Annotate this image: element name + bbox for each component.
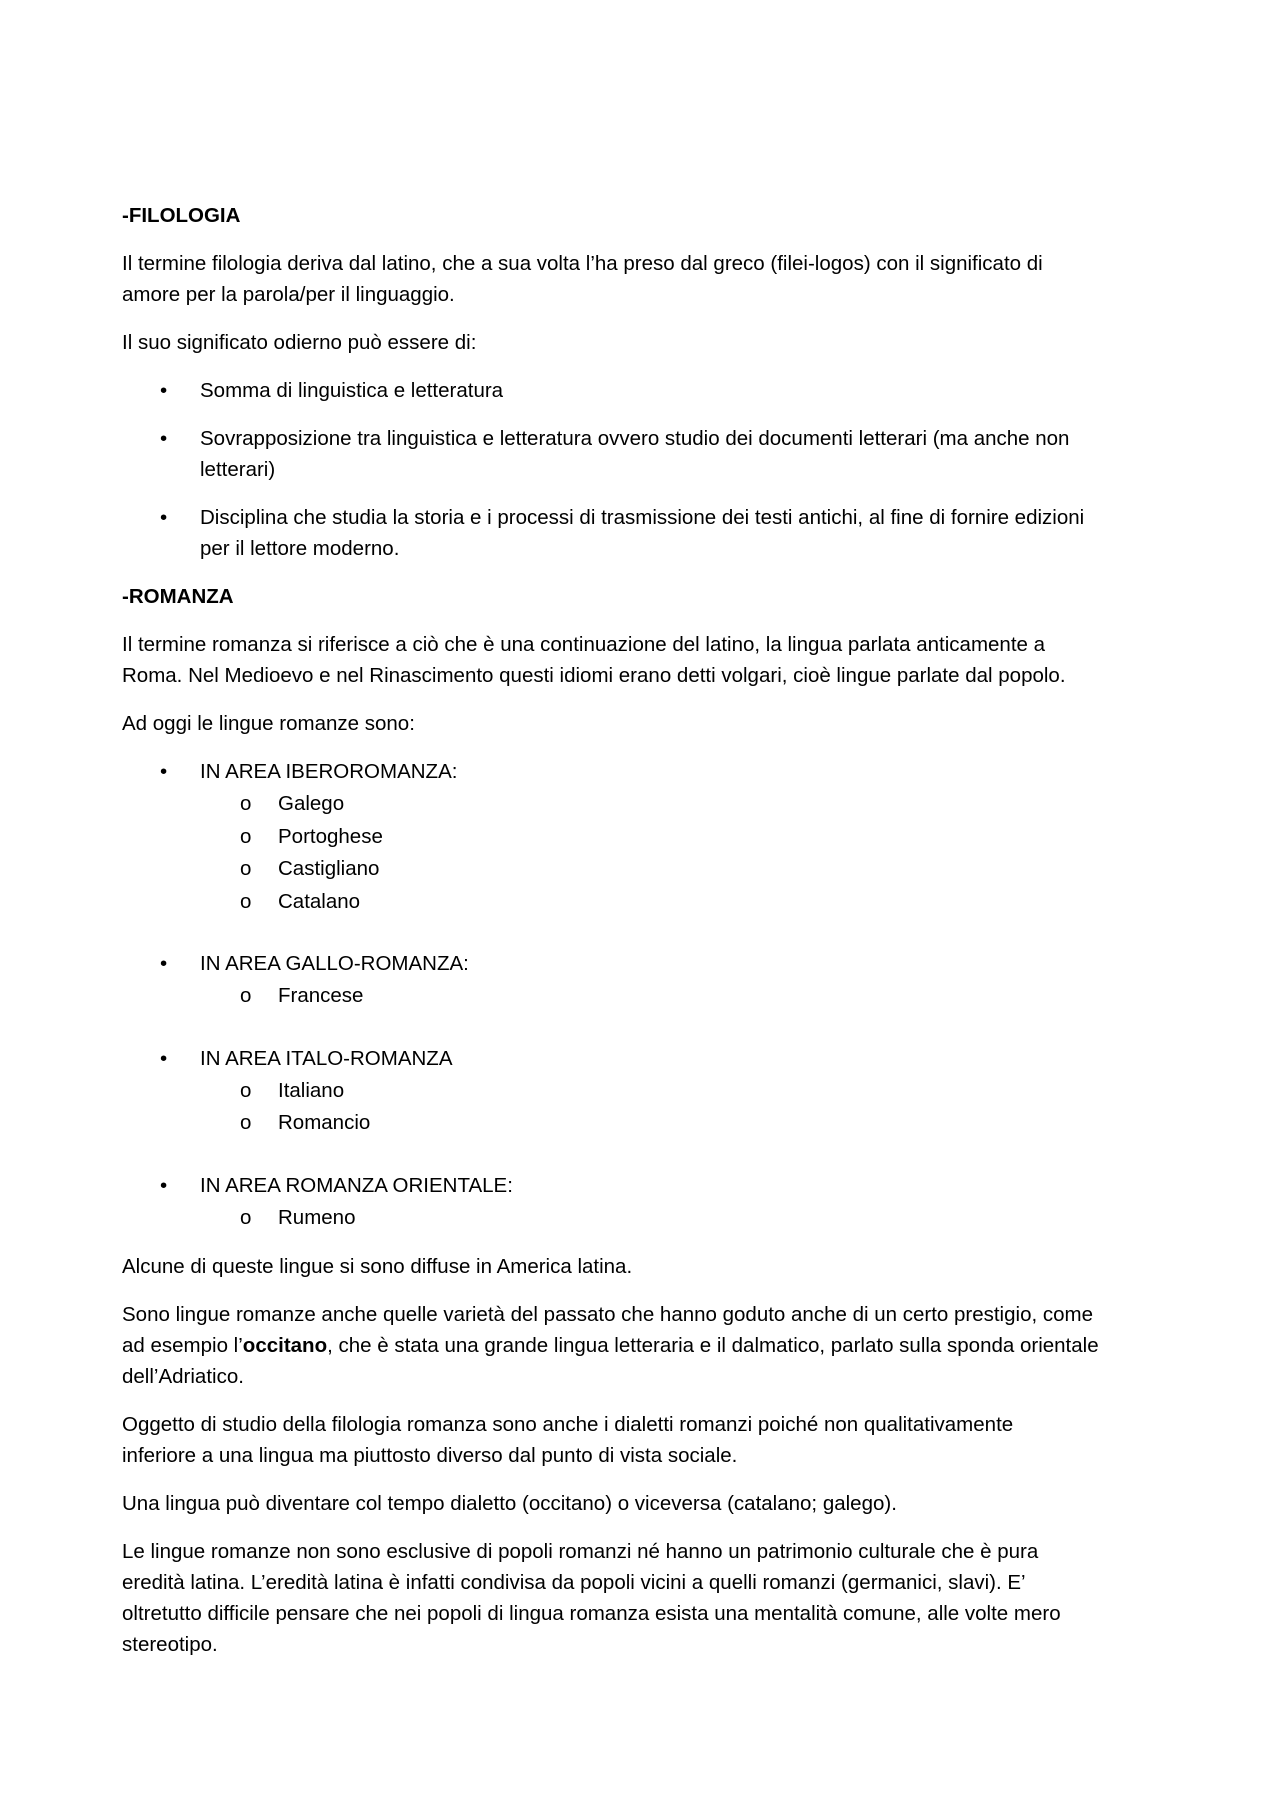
paragraph-eredita <box>122 1536 1162 1660</box>
text-line: Sono lingue romanze anche quelle varietà del passato che hanno goduto anche di un certo prestigio, come <box>122 1303 1093 1326</box>
language-name: Galego <box>278 792 345 815</box>
group-label <box>122 1170 1162 1202</box>
text-line: Sovrapposizione tra linguistica e letteratura ovvero studio dei documenti letterari (ma anche non <box>200 427 1070 450</box>
heading-filologia: -FILOLOGIA <box>122 204 241 227</box>
circle-bullet-icon: o <box>240 792 252 815</box>
spacer <box>122 1140 1162 1170</box>
language-group-italoromanza <box>122 1043 1162 1140</box>
text-line: amore per la parola/per il linguaggio. <box>122 283 455 306</box>
bullet-icon: • <box>160 506 168 529</box>
paragraph-romanza-intro <box>122 629 1162 691</box>
text-span: ad esempio l’ <box>122 1334 243 1357</box>
list-item <box>122 1075 1162 1108</box>
spacer <box>122 1234 1162 1251</box>
text-line: per il lettore moderno. <box>200 537 400 560</box>
language-group-iberoromanza <box>122 756 1162 918</box>
language-group-galloromanza <box>122 948 1162 1013</box>
language-name: Portoghese <box>278 824 383 848</box>
paragraph-dialetto: Una lingua può diventare col tempo dialetto (occitano) o viceversa (catalano; galego). <box>122 1492 897 1515</box>
text-span: , che è stata una grande lingua letteraria e il dalmatico, parlato sulla sponda orientale <box>327 1334 1099 1357</box>
document-page <box>122 200 1162 1677</box>
group-label <box>122 948 1162 980</box>
list-item <box>122 423 1162 485</box>
list-item <box>122 886 1162 919</box>
circle-bullet-icon: o <box>240 857 252 880</box>
text-line: Roma. Nel Medioevo e nel Rinascimento questi idiomi erano detti volgari, cioè lingue parlate dal popolo. <box>122 664 1066 687</box>
bullet-icon: • <box>160 1046 168 1070</box>
list-item <box>122 980 1162 1013</box>
bold-term: occitano <box>242 1334 328 1357</box>
group-label-text: IN AREA IBEROROMANZA: <box>200 760 458 783</box>
circle-bullet-icon: o <box>240 824 252 848</box>
list-item <box>122 1107 1162 1140</box>
spacer <box>122 918 1162 948</box>
bullet-icon: • <box>160 427 168 450</box>
language-name: Castigliano <box>278 857 380 880</box>
language-name: Romancio <box>278 1111 371 1134</box>
heading-romanza: -ROMANZA <box>122 585 234 608</box>
list-item <box>122 375 1162 406</box>
circle-bullet-icon: o <box>240 1205 252 1229</box>
spacer <box>122 1013 1162 1043</box>
group-label-text: IN AREA ROMANZA ORIENTALE: <box>200 1173 513 1197</box>
paragraph-prestige <box>122 1299 1162 1392</box>
text-line <box>122 1330 1162 1361</box>
text-line: inferiore a una lingua ma piuttosto diverso dal punto di vista sociale. <box>122 1444 738 1467</box>
paragraph-filologia-intro <box>122 248 1162 310</box>
text-line: Disciplina che studia la storia e i processi di trasmissione dei testi antichi, al fine di fornire edizioni <box>200 506 1085 529</box>
bullet-icon: • <box>160 379 168 402</box>
language-name: Francese <box>278 984 364 1007</box>
language-name: Italiano <box>278 1078 345 1102</box>
text-line: Oggetto di studio della filologia romanza sono anche i dialetti romanzi poiché non qualitativamente <box>122 1413 1014 1436</box>
circle-bullet-icon: o <box>240 889 252 913</box>
text-line: stereotipo. <box>122 1633 218 1656</box>
text-line: Il termine filologia deriva dal latino, che a sua volta l’ha preso dal greco (filei-logos) con il significato di <box>122 252 1043 275</box>
text-line: Il termine romanza si riferisce a ciò che è una continuazione del latino, la lingua parlata anticamente a <box>122 633 1046 656</box>
language-group-romanza-orientale <box>122 1170 1162 1235</box>
bullet-icon: • <box>160 760 168 783</box>
paragraph-dialetti <box>122 1409 1162 1471</box>
list-item <box>122 853 1162 886</box>
paragraph-america: Alcune di queste lingue si sono diffuse in America latina. <box>122 1255 633 1278</box>
language-name: Rumeno <box>278 1205 356 1229</box>
circle-bullet-icon: o <box>240 1111 252 1134</box>
bullet-icon: • <box>160 952 168 975</box>
paragraph-meaning-lead: Il suo significato odierno può essere di: <box>122 331 477 354</box>
circle-bullet-icon: o <box>240 1078 252 1102</box>
text-line: eredità latina. L’eredità latina è infatti condivisa da popoli vicini a quelli romanzi (germanici, slavi). E’ <box>122 1571 1026 1594</box>
text-line: oltretutto difficile pensare che nei popoli di lingua romanza esista una mentalità comune, alle volte mero <box>122 1602 1061 1625</box>
group-label <box>122 756 1162 788</box>
bullet-icon: • <box>160 1173 168 1197</box>
text-line: letterari) <box>200 458 276 481</box>
list-item <box>122 821 1162 854</box>
group-label-text: IN AREA GALLO-ROMANZA: <box>200 952 469 975</box>
group-label-text: IN AREA ITALO-ROMANZA <box>200 1046 453 1070</box>
text-line: Somma di linguistica e letteratura <box>200 379 504 402</box>
list-item <box>122 1202 1162 1235</box>
language-name: Catalano <box>278 889 361 913</box>
circle-bullet-icon: o <box>240 984 252 1007</box>
text-line: dell’Adriatico. <box>122 1365 244 1388</box>
group-label <box>122 1043 1162 1075</box>
text-line: Le lingue romanze non sono esclusive di popoli romanzi né hanno un patrimonio culturale che è pura <box>122 1540 1039 1563</box>
list-item <box>122 788 1162 821</box>
list-item <box>122 502 1162 564</box>
paragraph-list-lead: Ad oggi le lingue romanze sono: <box>122 712 415 735</box>
